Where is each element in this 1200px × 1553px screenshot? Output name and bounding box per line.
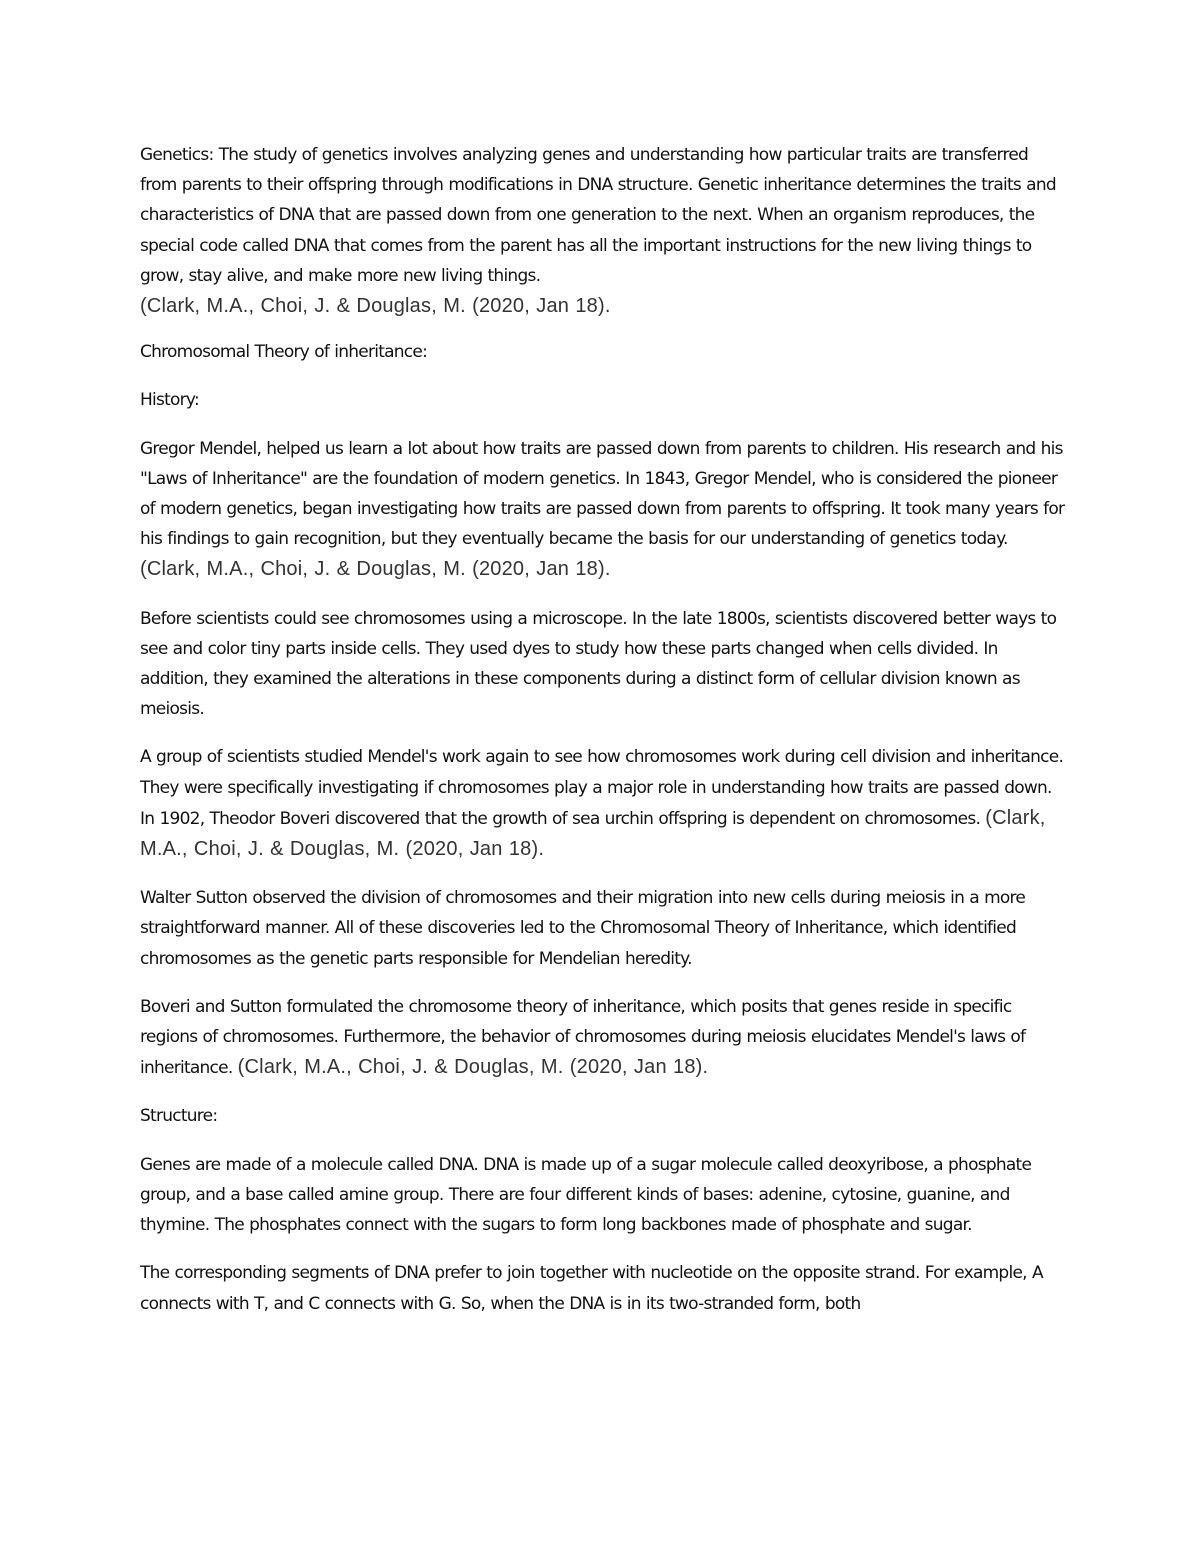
citation: (Clark, M.A., Choi, J. & Douglas, M. (2020, Jan 18). [140,558,611,581]
citation: (Clark, M.A., Choi, J. & Douglas, M. (2020, Jan 18). [237,1056,709,1079]
heading-chromosomal-theory: Chromosomal Theory of inheritance: [140,342,428,363]
paragraph-mendel [140,434,1068,586]
paragraph-genetics-intro [140,140,1068,321]
paragraph-boveri [140,742,1068,865]
paragraph-chromosome-theory [140,992,1068,1084]
paragraph-text: Boveri and Sutton formulated the chromosome theory of inheritance, which posits that genes reside in specific regions of chromosomes. Furthermore, the behavior of chromosomes during meiosis elucidates Mendel's laws of inheritance. [140,996,1026,1079]
heading-history: History: [140,390,199,411]
citation: (Clark, M.A., Choi, J. & Douglas, M. (2020, Jan 18). [140,295,611,318]
paragraph-text: A group of scientists studied Mendel's work again to see how chromosomes work during cell division and inheritance. They were specifically investigating if chromosomes play a major role in understanding how traits are passed down. In 1902, Theodor Boveri discovered that the growth of sea urchin offspring is dependent on chromosomes. [140,747,1064,829]
paragraph-base-pairing: The corresponding segments of DNA prefer to join together with nucleotide on the opposite strand. For example, A connects with T, and C connects with G. So, when the DNA is in its two-stranded form, both [140,1263,1043,1314]
document-body [140,140,1068,1337]
paragraph-microscope: Before scientists could see chromosomes using a microscope. In the late 1800s, scientists discovered better ways to see and color tiny parts inside cells. They used dyes to study how these parts changed when cells divided. In addition, they examined the alterations in these components during a distinct form of cellular division known as meiosis. [140,608,1057,720]
paragraph-text: Genetics: The study of genetics involves analyzing genes and understanding how particular traits are transferred from parents to their offspring through modifications in DNA structure. Genetic inheritance determines the traits and characteristics of DNA that are passed down from one generation to the next. When an organism reproduces, the special code called DNA that comes from the parent has all the important instructions for the new living things to grow, stay alive, and make more new living things. [140,145,1056,286]
citation: (Clark, M.A., Choi, J. & Douglas, M. (2020, Jan 18). [140,806,1046,861]
paragraph-text: Gregor Mendel, helped us learn a lot about how traits are passed down from parents to children. His research and his "Laws of Inheritance" are the foundation of modern genetics. In 1843, Gregor Mendel, who is considered the pioneer of modern genetics, began investigating how traits are passed down from parents to offspring. It took many years for his findings to gain recognition, but they eventually became the basis for our understanding of genetics today. [140,438,1065,550]
paragraph-sutton: Walter Sutton observed the division of chromosomes and their migration into new cells during meiosis in a more straightforward manner. All of these discoveries led to the Chromosomal Theory of Inheritance, which identified chromosomes as the genetic parts responsible for Mendelian heredity. [140,888,1026,969]
heading-structure: Structure: [140,1106,218,1127]
paragraph-dna-structure: Genes are made of a molecule called DNA. DNA is made up of a sugar molecule called deoxyribose, a phosphate group, and a base called amine group. There are four different kinds of bases: adenine, cytosine, guanine, and thymine. The phosphates connect with the sugars to form long backbones made of phosphate and sugar. [140,1154,1032,1236]
